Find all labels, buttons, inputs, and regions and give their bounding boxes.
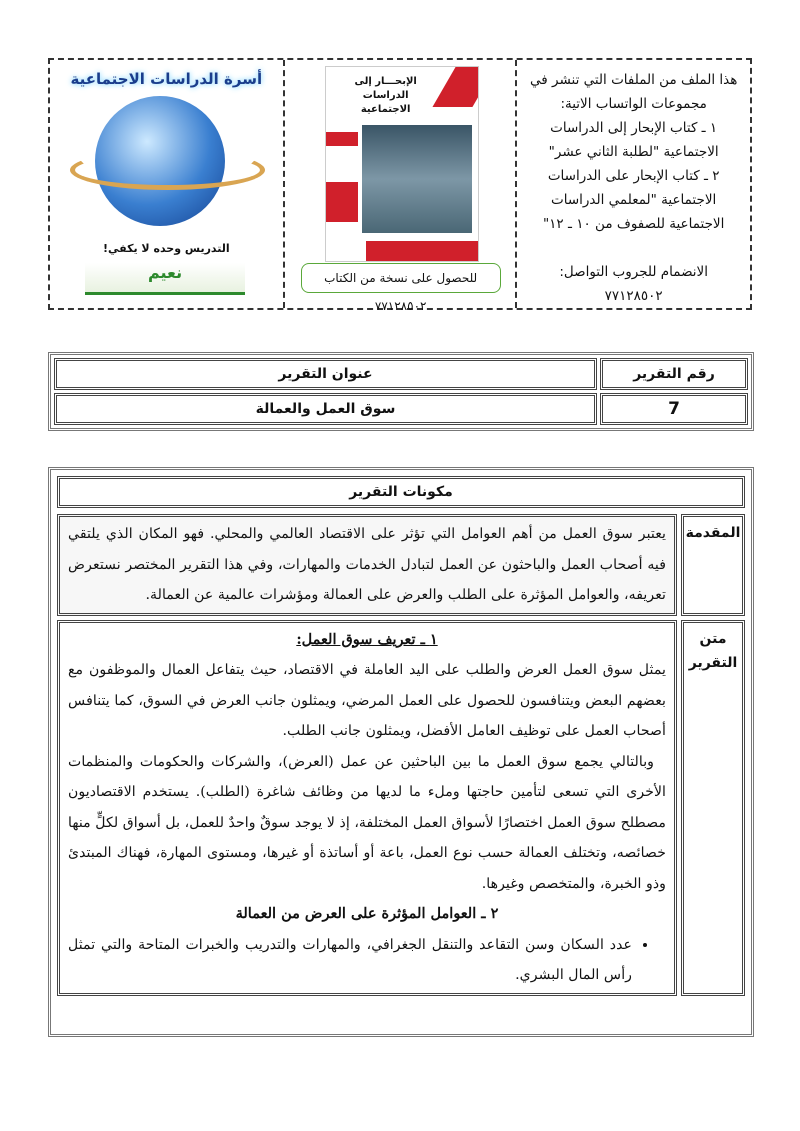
info-line: الاجتماعية "لمعلمي الدراسات (551, 192, 717, 208)
info-line: هذا الملف من الملفات التي تنشر في (530, 72, 738, 88)
section1-paragraph: وبالتالي يجمع سوق العمل ما بين الباحثين عن عمل (العرض)، والشركات والحكومات والمنظمات الأخرى التي تسعى لتأمين حاجتها وملء ما لديها من وظائف شاغرة (الطلب). يستخدم الاقتصاديون مصطلح سوق العمل اختصارًا لأسواق العمل المختلفة، إذ لا يوجد سوقٌ واحدٌ للعمل، بل أسواق لكلٍّ منها خصائصه، وتختلف العمالة حسب نوع العمل، باعة أو أساتذة أو غيرها، ومستوى المهارة، فهناك المبتدئ وذو الخبرة، والمتخصص وغيرها. (68, 753, 666, 892)
factors-list (68, 930, 666, 991)
logo-slogan: التدريس وحده لا يكفي! (103, 242, 230, 255)
report-title-header: عنوان التقرير (54, 358, 597, 390)
report-title: سوق العمل والعمالة (54, 393, 597, 425)
book-order-note: للحصول على نسخة من الكتاب ٧٧١٢٨٥٠٢ (301, 263, 501, 293)
info-line: الاجتماعية للصفوف من ١٠ ـ ١٢" (542, 216, 725, 232)
join-label: الانضمام للجروب التواصل: (559, 264, 708, 280)
info-line: ١ ـ كتاب الإبحار إلى الدراسات (550, 120, 718, 136)
whatsapp-info (515, 60, 750, 308)
list-item: • عدد السكان وسن التقاعد والتنقل الجغرافي، والمهارات والتدريب والخبرات المتاحة والتي تمثل رأس المال البشري. (68, 930, 632, 991)
section2-title: ٢ ـ العوامل المؤثرة على العرض من العمالة (235, 905, 499, 922)
intro-text: يعتبر سوق العمل من أهم العوامل التي تؤثر على الاقتصاد العالمي والمحلي. فهو المكان الذي يلتقي فيه أصحاب العمل والباحثون عن العمل لتبادل الخدمات والمهارات، وفي هذا التقرير المختصر نستعرض تعريفه، والعوامل المؤثرة على الطلب والعرض على العمالة ومؤشرات عالمية عن العمالة. (57, 514, 677, 616)
body-row (57, 620, 745, 996)
components-header: مكونات التقرير (57, 476, 745, 508)
info-line: الاجتماعية "لطلبة الثاني عشر" (548, 144, 719, 160)
book-ad (283, 60, 516, 313)
report-info-table (48, 352, 754, 431)
join-phone: ٧٧١٢٨٥٠٢ (604, 288, 663, 304)
header-banner (48, 58, 752, 313)
body-text (57, 620, 677, 996)
intro-row (57, 514, 745, 616)
section1-paragraph: يمثل سوق العمل العرض والطلب على اليد العاملة في الاقتصاد، حيث يتفاعل العمال والموظفون مع بعضهم البعض ويتنافسون للحصول على العمل المرضي، ويمثلون جانب العرض في السوق، كما يتنافس أصحاب العمل على توظيف العامل الأفضل، ويمثلون جانب الطلب. (68, 662, 666, 739)
report-components (48, 467, 754, 1037)
book-cover-image (325, 66, 479, 262)
body-label: متن التقرير (681, 620, 745, 996)
section1-title: ١ ـ تعريف سوق العمل: (296, 630, 438, 648)
orbit-ring-icon (70, 150, 265, 190)
info-line: ٢ ـ كتاب الإبحار على الدراسات (547, 168, 720, 184)
logo-title: أسرة الدراسات الاجتماعية (70, 70, 263, 88)
intro-label: المقدمة (681, 514, 745, 616)
info-line: مجموعات الواتساب الاتية: (560, 96, 707, 112)
ship-photo (362, 125, 472, 233)
logo (50, 60, 283, 308)
report-number: 7 (600, 393, 748, 425)
report-number-header: رقم التقرير (600, 358, 748, 390)
book-title: الإبحـــار إلى الدراسات الاجتماعية (354, 76, 417, 115)
brand-logo: نعيم (85, 263, 245, 295)
